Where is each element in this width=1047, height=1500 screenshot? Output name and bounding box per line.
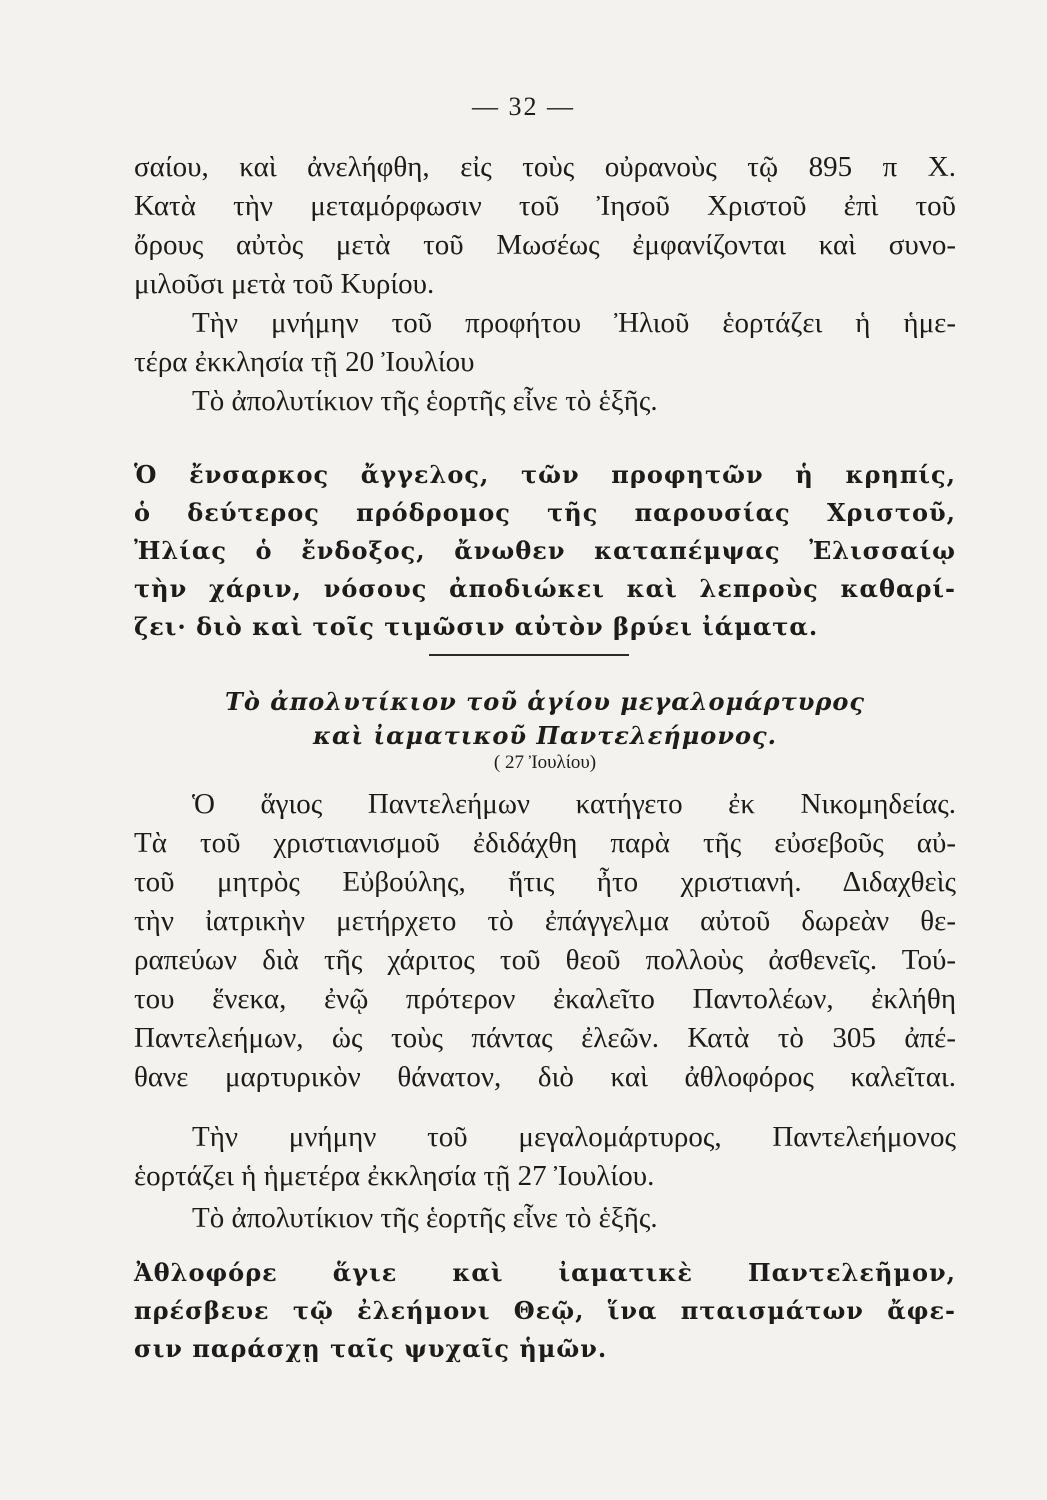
text-line: θανε μαρτυρικὸν θάνατον, διὸ καὶ ἀθλοφόρος καλεῖται. xyxy=(134,1061,956,1093)
hymn-line: σιν παράσχῃ ταῖς ψυχαῖς ἡμῶν. xyxy=(134,1334,608,1363)
text-line: τέρα ἐκκλησία τῇ 20 Ἰουλίου xyxy=(134,346,475,378)
text-line: μιλοῦσι μετὰ τοῦ Κυρίου. xyxy=(134,268,435,300)
text-line: σαίου, καὶ ἀνελήφθη, εἰς τοὺς οὐρανοὺς τῷ 895 π Χ. xyxy=(134,151,956,183)
hymn-line: τὴν χάριν, νόσους ἀποδιώκει καὶ λεπροὺς καθαρί- xyxy=(134,574,956,603)
text-line: Τὰ τοῦ χριστιανισμοῦ ἐδιδάχθη παρὰ τῆς εὐσεβοῦς αὐ- xyxy=(134,827,956,859)
text-line: Παντελεήμων, ὡς τοὺς πάντας ἐλεῶν. Κατὰ τὸ 305 ἀπέ- xyxy=(134,1022,956,1054)
section-date: ( 27 Ἰουλίου) xyxy=(493,752,597,773)
section-heading-line2: καὶ ἰαματικοῦ Παντελεήμονος. xyxy=(313,721,777,750)
text-line: ὄρους αὐτὸς μετὰ τοῦ Μωσέως ἐμφανίζονται καὶ συνο- xyxy=(134,229,956,261)
section-heading: Τὸ ἀπολυτίκιον τοῦ ἁγίου μεγαλομάρτυρος xyxy=(225,687,865,716)
paragraph-elijah-bio xyxy=(134,148,956,421)
page-number: — 32 — xyxy=(472,92,575,121)
paragraph-panteleimon-bio xyxy=(134,785,956,1097)
hymn-line: Ἠλίας ὁ ἔνδοξος, ἄνωθεν καταπέμψας Ἐλισσαίῳ xyxy=(134,536,956,565)
text-line: ραπεύων διὰ τῆς χάριτος τοῦ θεοῦ πολλοὺς ἀσθενεῖς. Τού- xyxy=(134,944,956,976)
hymn-line: ὁ δεύτερος πρόδρομος τῆς παρουσίας Χριστοῦ, xyxy=(134,498,956,527)
text-line: Τὸ ἀπολυτίκιον τῆς ἑορτῆς εἶνε τὸ ἑξῆς. xyxy=(192,1202,658,1234)
paragraph-panteleimon-feast xyxy=(134,1118,956,1196)
hymn-elijah xyxy=(134,456,956,646)
text-line: τοῦ μητρὸς Εὐβούλης, ἥτις ἦτο χριστιανή. Διδαχθεὶς xyxy=(134,866,956,898)
text-line: Κατὰ τὴν μεταμόρφωσιν τοῦ Ἰησοῦ Χριστοῦ ἐπὶ τοῦ xyxy=(134,190,956,222)
paragraph-apolytikion-intro xyxy=(134,1199,956,1238)
text-line: ἑορτάζει ἡ ἡμετέρα ἐκκλησία τῇ 27 Ἰουλίου. xyxy=(134,1160,655,1192)
text-line: Ὁ ἅγιος Παντελεήμων κατήγετο ἐκ Νικομηδείας. xyxy=(192,788,956,820)
text-line: Τὴν μνήμην τοῦ προφήτου Ἠλιοῦ ἑορτάζει ἡ ἡμε- xyxy=(192,307,956,339)
text-line: τὴν ἰατρικὴν μετήρχετο τὸ ἐπάγγελμα αὐτοῦ δωρεὰν θε- xyxy=(134,905,956,937)
hymn-line: πρέσβευε τῷ ἐλεήμονι Θεῷ, ἵνα πταισμάτων ἄφε- xyxy=(134,1296,956,1325)
hymn-line: Ἀθλοφόρε ἅγιε καὶ ἰαματικὲ Παντελεῆμον, xyxy=(134,1258,956,1287)
text-line: του ἕνεκα, ἐνῷ πρότερον ἐκαλεῖτο Παντολέων, ἐκλήθη xyxy=(134,983,956,1015)
text-line: Τὴν μνήμην τοῦ μεγαλομάρτυρος, Παντελεήμονος xyxy=(192,1121,956,1153)
hymn-line: ζει· διὸ καὶ τοῖς τιμῶσιν αὐτὸν βρύει ἰάματα. xyxy=(134,612,819,641)
text-line: Τὸ ἀπολυτίκιον τῆς ἑορτῆς εἶνε τὸ ἑξῆς. xyxy=(192,385,658,417)
section-divider xyxy=(429,654,629,656)
hymn-panteleimon xyxy=(134,1254,956,1368)
hymn-line: Ὁ ἔνσαρκος ἄγγελος, τῶν προφητῶν ἡ κρηπίς, xyxy=(134,460,956,489)
